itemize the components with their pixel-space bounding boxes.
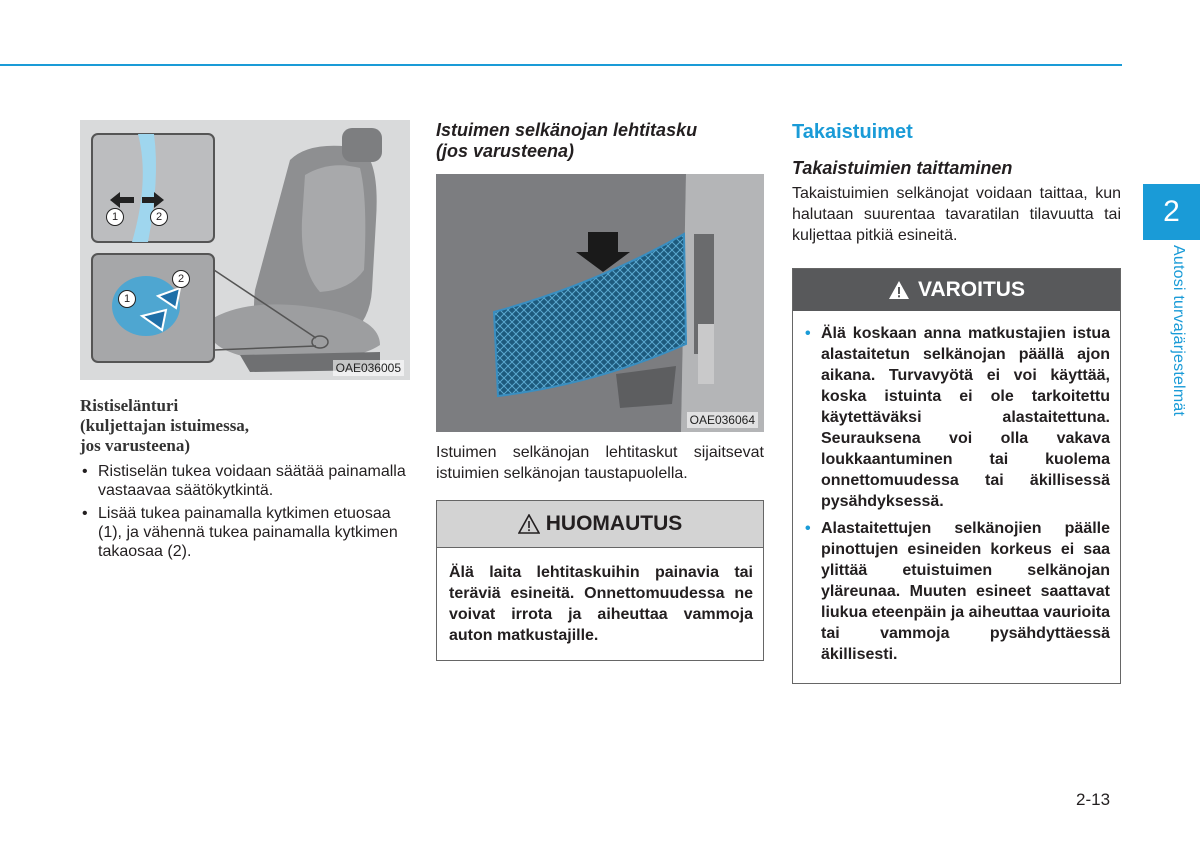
callout-1: 1 — [106, 208, 124, 226]
lumbar-heading — [80, 396, 410, 456]
column-lumbar-support — [80, 120, 410, 565]
chapter-number-tab: 2 — [1143, 184, 1200, 240]
rear-seats-body: Takaistuimien selkänojat voidaan taittaa, kun halutaan suurentaa tavaratilan tilavuutta tai kuljettaa pitkiä esineitä. — [792, 185, 1121, 244]
chapter-title: Autosi turvajärjestelmät — [1170, 245, 1187, 417]
top-rule — [0, 64, 1122, 66]
warning-header — [793, 269, 1120, 311]
seatback-pocket-figure — [436, 174, 764, 432]
column-seatback-pocket — [436, 120, 764, 661]
list-item: • Lisää tukea painamalla kytkimen etuosaa (1), ja vähennä tukea painamalla kytkimen takaosaa (2). — [82, 505, 398, 560]
list-item: • Ristiselän tukea voidaan säätää painamalla vastaavaa säätökytkintä. — [82, 463, 406, 499]
notice-header — [437, 501, 763, 548]
list-item: • Alastaitettujen selkänojien päälle pinottujen esineiden korkeus ei saa ylittää etuistuimen selkänojan yläreunaa. Muuten esineet saattavat liukua eteenpäin ja aiheuttaa vaurioita tai vammoja pysähdyttäessä äkillisesti. — [805, 520, 1110, 663]
notice-body: Älä laita lehtitaskuihin painavia tai teräviä esineitä. Onnettomuudessa ne voivat irrota ja aiheuttaa vammoja auton matkustajille. — [449, 564, 753, 644]
section-title: Takaistuimet — [792, 121, 913, 143]
lumbar-support-figure — [80, 120, 410, 380]
pocket-body: Istuimen selkänojan lehtitaskut sijaitsevat istuimien selkänojan taustapuolella. — [436, 444, 764, 482]
page-number: 2-13 — [1076, 790, 1111, 809]
caution-icon — [518, 514, 540, 534]
figure-code: OAE036064 — [687, 412, 758, 428]
pocket-illustration — [436, 174, 764, 432]
heading-line: jos varusteena) — [80, 436, 191, 455]
column-rear-seats — [792, 120, 1121, 684]
heading-line: Ristiselänturi — [80, 396, 179, 415]
figure-code: OAE036005 — [333, 360, 404, 376]
warning-icon — [888, 280, 910, 300]
heading-line: (kuljettajan istuimessa, — [80, 416, 250, 435]
sub-heading: Takaistuimien taittaminen — [792, 158, 1013, 178]
warning-title: VAROITUS — [918, 278, 1025, 301]
callout-2: 2 — [150, 208, 168, 226]
pocket-heading: Istuimen selkänojan lehtitasku (jos varusteena) — [436, 120, 698, 161]
callout-2-switch: 2 — [172, 270, 190, 288]
notice-title: HUOMAUTUS — [545, 512, 683, 535]
list-item: • Älä koskaan anna matkustajien istua alastaitetun selkänojan päällä ajon aikana. Turvavyötä ei voi käyttää, koska istuinta ei ole tarkoitettu käytettäväksi alastaitettuna. Seurauksena voi olla vakava loukkaantuminen tai kuolema onnettomuudessa tai äkillisessä pysähdyksessä. — [805, 325, 1110, 510]
seat-illustration — [80, 120, 410, 380]
callout-1-switch: 1 — [118, 290, 136, 308]
lumbar-bullets — [80, 462, 410, 561]
warning-body — [793, 311, 1120, 683]
warning-box — [792, 268, 1121, 684]
notice-box — [436, 500, 764, 661]
